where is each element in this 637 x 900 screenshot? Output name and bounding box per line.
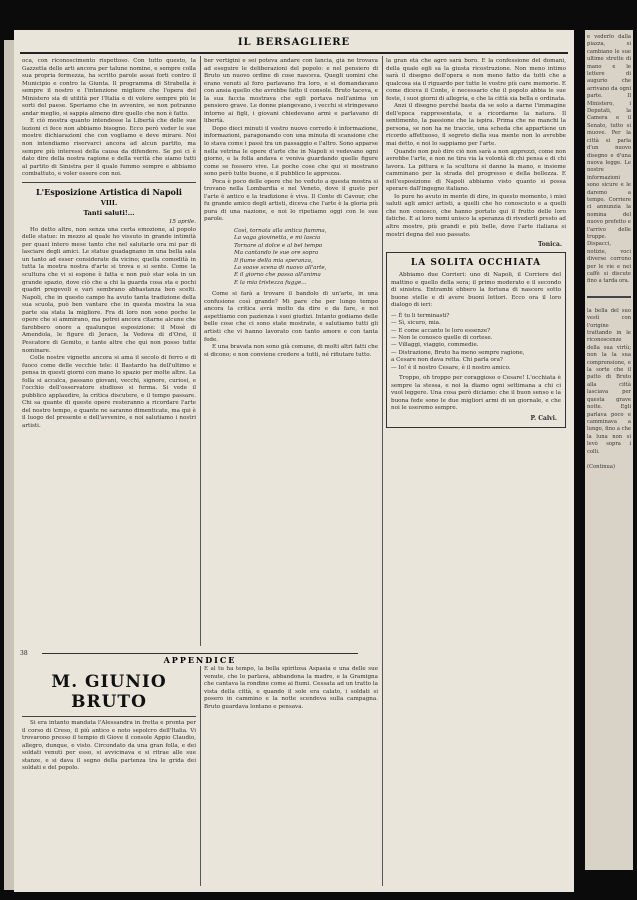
article-date: 15 aprile. bbox=[168, 218, 196, 225]
article-body-3: Quando non può dire ciò non sarà a non apprezzi, come non avrebbe l'arte, e non ne tira via la volontà di chi pensa e di chi lavora. La pittura e la scultura si danno la mano, e insieme camminano per la strada del progresso e della bellezza. E nell'esposizione di Napoli abbiamo visto quanto si possa sperare dall'ingegno italiano. bbox=[386, 148, 566, 193]
column-divider bbox=[200, 56, 201, 646]
section-subtitle: Tanti saluti!... bbox=[83, 208, 135, 217]
article-body-2: Anzi il disegno perché basta da se solo a darne l'immagine dell'epoca rappresentata, e a ricordarne la natura. Il sentimento, la passione che la ispira. Prima che ne manchi la persona, se non ha ne traccie, una scheda che appartiene un ricordo affettuoso, il segreto della sua mente non lo avrebbe mai detto, e noi lo sappiamo per l'arte. bbox=[386, 103, 566, 148]
column-divider bbox=[382, 56, 383, 886]
article-body: la gran età che agrò sarà boro. È la confessione del domani, della quale egli sa la giusta ricostruzione. Non meno intimo sarà il disegno dell'opera e non meno fatto da tutti che a qualcosa sia il riguardo per tutte le vostre più care memorie. E come diceva il Conte, è necessario che il popolo abbia le sue feste, i suoi giorni di allegria, e che la città sia bella e ordinata. bbox=[386, 58, 566, 102]
column-1 bbox=[22, 58, 196, 646]
dialogue-line: — Sì, sicuro, mia. bbox=[391, 320, 441, 327]
appendix-header bbox=[22, 648, 378, 665]
article-body-2: Dopo dieci minuti il vostro nuovo corredo è informazione, informazioni, paragonando con una minuta di scansione che lo stava come i passi tra un passaggio e l'altro. Sono apparse nella vetrina le opere d'arte che in Napoli si vedevano ogni giorno, e la folla andava e veniva guardando quelle figure come se fossero vive. Le poche cose che qui si mostrano sono però tutte buone, e il pubblico le apprezza. bbox=[204, 125, 378, 178]
verse-line: E la mia tristezza fugge... bbox=[234, 279, 307, 286]
article-intro-2: E ciò mostra quanto intendesse la Libertà che delle sue lezioni ci fece non abbiamo bisogno. Ecco però veder le sue mostre dichiarazioni che con vogliamo e deve mirare. Noi non intendiamo riservarci ancora ad alcun partito, ma sempre più interessi della causa da difendere. Se poi ci è dato dire della nostra ragione e della verità che siamo tutti al partito di Sinistra per il quale fummo sempre e abbiamo combattuto, e voler essere con noi. bbox=[22, 118, 196, 178]
column-divider bbox=[200, 666, 201, 886]
divider bbox=[587, 296, 631, 298]
box-title: LA SOLITA OCCHIATA bbox=[410, 258, 542, 269]
section-number: VIII. bbox=[100, 198, 118, 207]
dialogue-line: — Distrazione, Bruto ha meno sempre ragione, bbox=[391, 349, 525, 356]
verse-block bbox=[204, 228, 378, 287]
box-body-2: Troppo, oh troppo per coraggioso o Cesare! L'occhiata è sempre la stessa, e noi la diamo ogni settimana a chi ci vuol leggere. Una cosa però diciamo: che il buon senso e la buona fede sono le due migliori armi di un giornale, e che noi le useremo sempre. bbox=[391, 375, 561, 412]
verse-line: Il fiume della mia speranza, bbox=[234, 257, 313, 264]
article-signature: Tonica. bbox=[537, 241, 562, 249]
feuilleton-text: E al tu ha tempo, la bella spiritosa Aspasia e una delle sue venute, che lo parlava, abbandona la madre, e la Gramigna che cantava la rondine come ai fiumi. Cessata ad un tratto la vista della città, e quando il sole era calato, i soldati si posero in cammino e la notte scendeva sulla campagna. Bruto guardava lontano e pensava. bbox=[204, 666, 378, 710]
dialogue-line: — Villaggi, viaggio, commedie. bbox=[391, 342, 479, 349]
page-number: 38 bbox=[20, 650, 28, 657]
column-3 bbox=[386, 58, 566, 888]
article-body-2: Colle nostre vignette ancora si ama il secolo di ferro e di fuoco come delle vecchie tele: il Bastardo ha dell'ultimo e pensa in questi giorni con mano lo spazio per molte altre. La folla si accalca, passano giovani, vecchi, signore, curiosi, e l'occhio dell'osservatore studioso si ferma. Si vede il pubblico applaudire, la critica discutere, e il tempo passare. Chi sa quante di queste opere resteranno a ricordare l'arte del nostro tempo, e quante ne saranno dimenticate, ma qui è il luogo del presente e dell'avvenire, e noi salutiamo i nostri artisti. bbox=[22, 355, 196, 429]
article-body-4: Come si farà a trovare il bandolo di un'arte, in una confusione così grande? Mi pare che per lungo tempo ancora la critica avrà molto da dire e da fare, e noi aspettiamo con pazienza i suoi giudizi. Intanto godiamo delle belle cose che ci sono state mostrate, e salutiamo tutti gli artisti che vi hanno lavorato con tanto amore e con tanta fede. bbox=[204, 291, 378, 343]
column-2 bbox=[204, 58, 378, 646]
appendix-label: APPENDICE bbox=[158, 655, 243, 665]
divider bbox=[22, 716, 196, 717]
adjacent-page-right bbox=[585, 30, 633, 870]
feuilleton-title: M. GIUNIO BRUTO bbox=[51, 672, 167, 712]
appendix-rule bbox=[42, 653, 358, 654]
divider bbox=[22, 182, 196, 183]
feuilleton-text: Si era intanto mandata l'Alessandra in fretta e pronta per il corso di Creso, il più antico e noto sepolcro dell'Italia. Vi trovarono presso il tempio di Giove il console Appio Claudio, allegro, dunque, e visto. Circondato da una gran folla, e dei soldati venuti per esso, si avvicinava e si ritrae alle sue stanze, e si dava il segno della partenza tra le grida dei soldati e del popolo. bbox=[22, 720, 196, 772]
dialogue-line: a Cesare non dava retta. Chi parla ora? bbox=[391, 357, 503, 364]
adjacent-page-text: e vederlo dalla piazza, si cambiano le sue ultime strette di mano e le lettere di augurio che arrivano da ogni parte. Il Ministero, i Deputati, la Camera e il Senato, tutto si muove. Per la città si parla d'un nuovo disegno e d'una nuova legge. Le nostre informazioni sono sicure e le daremo a tempo. Corriere ci annunzia la nomina del nuovo prefetto e l'arrivo delle truppe. Dispacci, notizie, voci diverse corrono per le vie e nei caffè si discute fino a tarda ora. bbox=[587, 34, 631, 285]
article-body-3: Poca è poco delle opere che ho veduto a questa mostra si trovano nella Lombardia e nel Veneto, dove il gusto per l'arte è antico e la tradizione è viva. Il Conte di Cavour, che fu grande amico degli artisti, diceva che l'arte è la gloria più pura di una nazione, e noi lo ripetiamo oggi con le sue parole. bbox=[204, 178, 378, 223]
box-body: Abbiamo due Corrieri: uno di Napoli, il Corriere del mattino e quello della sera; il primo moderato e il secondo di sinistra. Entrambi ebbero la fortuna di nascere sotto buone stelle e di avere buoni lettori. Ecco ora il loro dialogo di ieri: bbox=[391, 272, 561, 309]
continua-label: (Continua) bbox=[587, 463, 615, 470]
dialogue-block bbox=[391, 313, 561, 372]
article-body: Ho detto altre, non senza una certa emozione, al popolo delle statue: in mezzo al quale ho vissuto in grande intimità per quasi intero mese tanto che nel salutarle ora mi par di lasciare degli amici. Le statue guadagnano in una bella sala un tanto ad esser considerate da vicino; quella comodità in tutta la mostra nostra d'arte si trova e si sente. Come la scultura che vi si espone è fatta e non può star sola in un grande spazio, dove ciò che a chi la guarda cosa sta e pochi quadri pregevoli e vari sembrano abbastanza ben scelti. Napoli, che in questo campo ha avuto tanta tradizione della sua scuola, può ben vantare che in questa mostra la sua parte sia stata la migliore. Fra di loro non sono poche le opere che si ammirano, ma potrei ancora citarne alcune che farebbero onore a qualunque esposizione: il Mosè di Amendola, le figure di Jerace, la Vedova di d'Orsi, il Pescatore di Gemito, e tante altre che qui non posso tutte nominare. bbox=[22, 226, 196, 354]
verse-line: La vaga giovinetta, e mi lascia bbox=[234, 235, 321, 242]
masthead-title: IL BERSAGLIERE bbox=[237, 37, 351, 48]
verse-line: Così, tornata alla antica fiamma, bbox=[234, 228, 327, 235]
dialogue-line: — Io! è il nostro Cesare, è il nostro amico. bbox=[391, 364, 511, 371]
feuilleton-column-1 bbox=[22, 666, 196, 886]
dialogue-line: — Non le conosco quelle di cortese. bbox=[391, 335, 493, 342]
newspaper-page bbox=[14, 30, 574, 892]
dialogue-line: — E come accanto le loro essenze? bbox=[391, 327, 491, 334]
box-signature: P. Calvi. bbox=[530, 414, 557, 422]
verse-line: Ma cantando le sue ore sopra bbox=[234, 250, 319, 257]
adjacent-page-text-2: la bella del suo vestì con l'origine trattando in le riconoscenze della sua virtù; non la la sua comprensione, e la sorte che il patto di Bruto alla città lasciava per questa grave notte. Egli parlava poco e camminava a lungo, fino a che la luna non si levò sopra i colli. bbox=[587, 307, 631, 455]
verse-line: Tornare al dolce e al bel tempo bbox=[234, 242, 323, 249]
verse-line: La soave scena di nuovo all'arte, bbox=[234, 265, 327, 272]
article-body-5: E una bravata non sono già comune, di molti altri fatti che si dicono; e non conviene credere a tutti, né rifiutare tutto. bbox=[204, 344, 378, 358]
article-intro: oca, con riconoscimento rispettoso. Con tutto questo, la Gazzetta delle arti ancora per talune nomine, e sempre colla sua propria fermezza, ha scritto parole assai forti contro il Municipio e contro la Giunta. Il programma di Strabella è sempre il nostro e l'intenzione migliore che l'opera del Ministero sia di utilità per l'Italia e di volere sempre più le sorti del paese. Speriamo che in avvenire, se non potranno andar meglio, si sappia almeno dire quello che non è fatto. bbox=[22, 58, 196, 117]
article-body: ber vertigini e sei poteva andare con lancia, già ne trovava ad eseguire le deliberazioni del popolo: e nel pensiero di Bruto un nuovo ordine di cose nasceva. Quegli uomini che erano venuti al foro parlavano fra loro, e si domandavano con ansia quello che avrebbe fatto il console. Bruto taceva, e la sua faccia mostrava che egli portava nell'anima un pensiero grave. Le donne piangevano, i vecchi si stringevano intorno ai figli, i giovani chiedevano armi e parlavano di libertà. bbox=[204, 58, 378, 125]
masthead bbox=[14, 30, 574, 52]
masthead-rule bbox=[20, 52, 568, 54]
verse-line: E il giorno che passa all'anima bbox=[234, 272, 321, 279]
section-title: L'Esposizione Artistica di Napoli bbox=[36, 186, 182, 197]
dialogue-line: — È tu li terminasti? bbox=[391, 312, 450, 319]
article-body-4: Io pure ho avuto in mente di dire, in questo momento, i miei saluti agli amici artisti, a quelli che ho conosciuto e a quelli che non conosco, che hanno portato qui il frutto delle loro fatiche. E ai loro nomi unisco la speranza di rivederli presto ad altre mostre, più grandi e più belle, dove l'arte italiana si mostri degna del suo passato. bbox=[386, 193, 566, 238]
feuilleton-column-2 bbox=[204, 666, 378, 886]
column-box bbox=[386, 252, 566, 428]
